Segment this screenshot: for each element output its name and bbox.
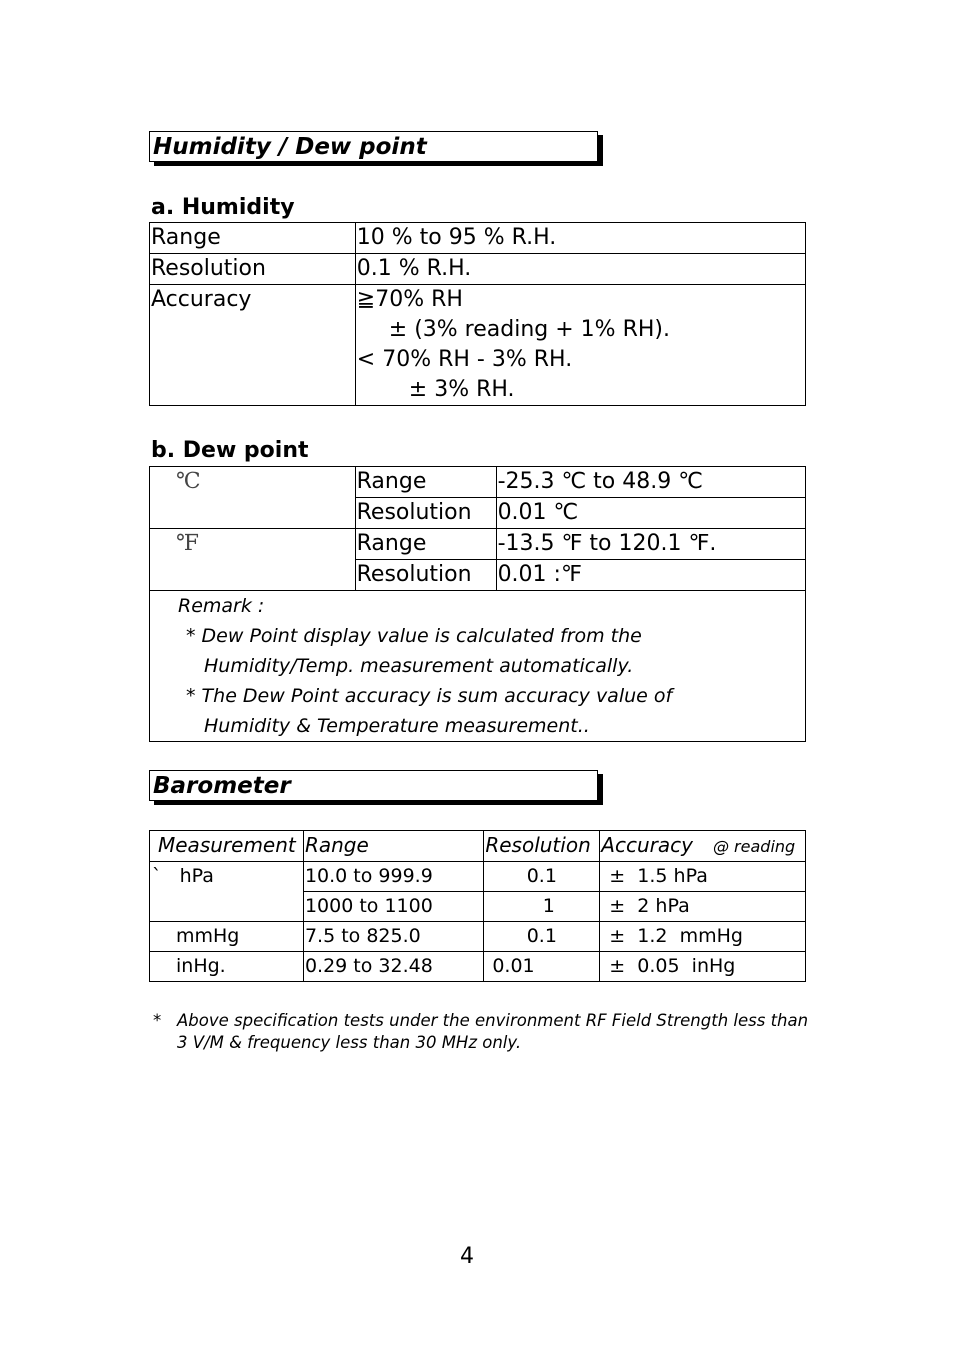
celsius-resolution-value: 0.01 ℃ [496, 498, 805, 529]
subheading-dew-point: b. Dew point [151, 438, 309, 463]
remark-line: * Dew Point display value is calculated from the [186, 625, 642, 647]
accuracy-line: ≧70% RH [356, 287, 463, 312]
fahrenheit-resolution-label: Resolution [355, 560, 496, 591]
table-row [150, 952, 806, 982]
table-row [150, 254, 806, 285]
accuracy-line: ± (3% reading + 1% RH). [388, 317, 670, 342]
accuracy-line: < 70% RH - 3% RH. [356, 347, 573, 372]
header-range: Range [303, 831, 483, 862]
range-cell: 1000 to 1100 [303, 892, 483, 922]
table-header-row [150, 831, 806, 862]
table-row [150, 467, 806, 498]
range-cell: 7.5 to 825.0 [303, 922, 483, 952]
unit-cell: mmHg [150, 922, 304, 952]
unit-cell: inHg. [150, 952, 304, 982]
fahrenheit-range-value: -13.5 ℉ to 120.1 ℉. [496, 529, 805, 560]
humidity-table [149, 222, 806, 406]
table-row [150, 285, 806, 406]
range-label: Range [150, 223, 356, 254]
fahrenheit-range-label: Range [355, 529, 496, 560]
table-row [150, 223, 806, 254]
header-accuracy-note: @ reading [712, 837, 796, 856]
accuracy-line: ± 3% RH. [408, 377, 515, 402]
remark-line: Humidity & Temperature measurement.. [204, 715, 590, 737]
header-measurement: Measurement [150, 831, 304, 862]
footnote-text: Above specification tests under the environment RF Field Strength less than 3 V/M & frequency less than 30 MHz only. [177, 1011, 809, 1052]
remark-block [150, 591, 806, 742]
resolution-cell: 0.01 [484, 952, 600, 982]
header-accuracy [600, 831, 806, 862]
resolution-value: 0.1 % R.H. [355, 254, 805, 285]
accuracy-cell: ± 1.2 mmHg [600, 922, 806, 952]
header-accuracy-label: Accuracy [601, 833, 693, 857]
fahrenheit-resolution-value: 0.01 :℉ [496, 560, 805, 591]
resolution-cell: 1 [484, 892, 600, 922]
section-heading-barometer: Barometer [149, 770, 598, 801]
section-heading-humidity: Humidity / Dew point [149, 131, 598, 162]
footnote-star: * [153, 1011, 162, 1030]
table-row [150, 922, 806, 952]
resolution-cell: 0.1 [484, 862, 600, 892]
celsius-range-label: Range [355, 467, 496, 498]
dew-point-table [149, 466, 806, 742]
remark-line: Humidity/Temp. measurement automatically. [204, 655, 634, 677]
table-row [150, 591, 806, 742]
celsius-resolution-label: Resolution [355, 498, 496, 529]
remark-title: Remark : [178, 595, 265, 617]
range-cell: 10.0 to 999.9 [303, 862, 483, 892]
barometer-table [149, 830, 806, 982]
remark-line: * The Dew Point accuracy is sum accuracy value of [186, 685, 673, 707]
unit-cell: ` hPa [150, 862, 304, 922]
resolution-cell: 0.1 [484, 922, 600, 952]
header-resolution: Resolution [484, 831, 600, 862]
accuracy-cell: ± 1.5 hPa [600, 862, 806, 892]
range-cell: 0.29 to 32.48 [303, 952, 483, 982]
accuracy-cell: ± 0.05 inHg [600, 952, 806, 982]
range-value: 10 % to 95 % R.H. [355, 223, 805, 254]
table-row [150, 529, 806, 560]
subheading-humidity: a. Humidity [151, 195, 295, 220]
table-row [150, 862, 806, 892]
footnote [151, 1010, 811, 1054]
accuracy-value [355, 285, 805, 406]
resolution-label: Resolution [150, 254, 356, 285]
fahrenheit-unit: ℉ [150, 529, 356, 591]
accuracy-label: Accuracy [150, 285, 356, 406]
celsius-unit: ℃ [150, 467, 356, 529]
accuracy-cell: ± 2 hPa [600, 892, 806, 922]
page-number: 4 [460, 1244, 474, 1269]
celsius-range-value: -25.3 ℃ to 48.9 ℃ [496, 467, 805, 498]
